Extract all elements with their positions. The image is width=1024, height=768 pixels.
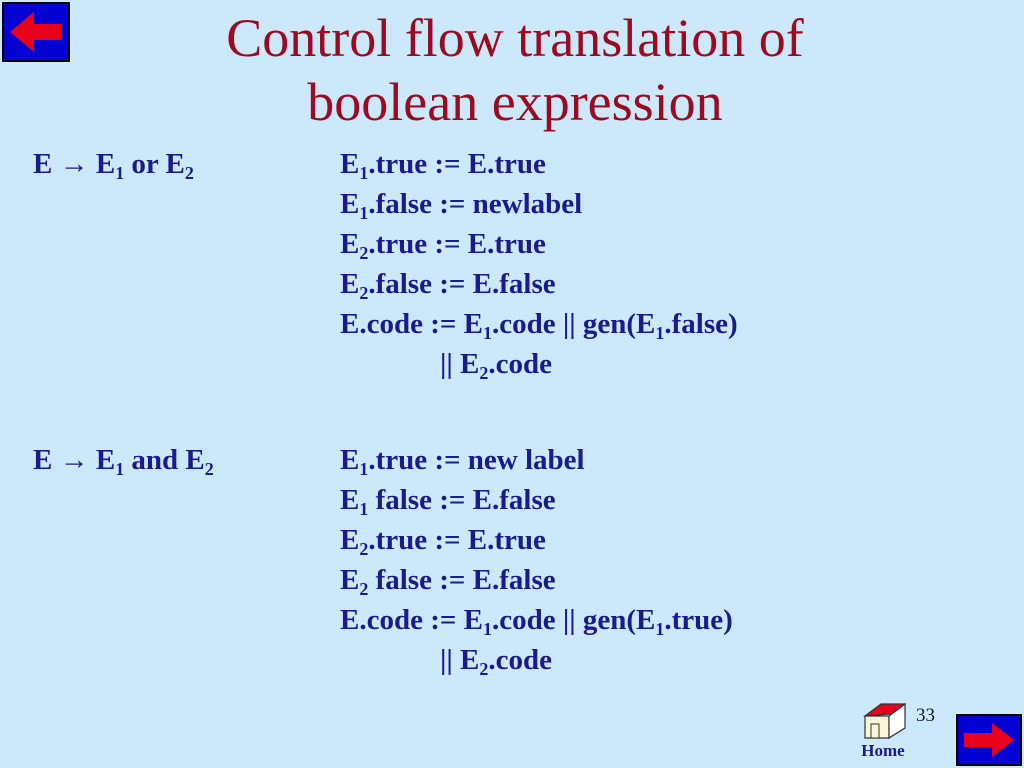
rule-line	[340, 560, 1024, 600]
text-run: E	[340, 148, 360, 180]
rule-line	[340, 264, 1024, 304]
page-title	[110, 6, 920, 134]
rule-rhs-or	[340, 144, 1024, 384]
text-run: .true := E.true	[368, 524, 546, 556]
right-arrow-icon	[958, 716, 1020, 764]
rule-line	[340, 304, 1024, 344]
rule-line	[340, 224, 1024, 264]
text-run: .true := E.true	[368, 228, 546, 260]
rule-line	[340, 640, 1024, 680]
subscript: 2	[359, 242, 369, 263]
home-button[interactable]	[852, 700, 914, 762]
text-run: .true := new label	[368, 444, 585, 476]
subscript: 1	[483, 618, 492, 639]
text-run: false := E.false	[368, 484, 556, 516]
text-run: E.code := E	[340, 604, 483, 636]
page-number: 33	[916, 705, 935, 726]
subscript: 2	[479, 658, 489, 679]
text-run: →	[59, 148, 89, 180]
text-run: E	[88, 444, 116, 476]
rule-lhs-and	[33, 440, 214, 480]
text-run: .code || gen(E	[491, 308, 656, 340]
text-run: .code || gen(E	[491, 604, 656, 636]
text-run: E	[88, 148, 116, 180]
text-run: .code	[488, 644, 552, 676]
text-run: E.code := E	[340, 308, 483, 340]
text-run: .code	[488, 348, 552, 380]
slide-body	[0, 144, 1024, 698]
subscript: 1	[483, 322, 492, 343]
text-run: and E	[124, 444, 205, 476]
text-run: E	[340, 484, 360, 516]
house-icon	[852, 700, 914, 742]
rule-line	[340, 144, 1024, 184]
subscript: 2	[479, 362, 489, 383]
title-line-1: Control flow translation of	[226, 8, 804, 68]
text-run: .false := newlabel	[368, 188, 583, 220]
text-run: E	[33, 444, 60, 476]
home-button-label: Home	[861, 741, 905, 760]
subscript: 1	[359, 498, 369, 519]
text-run: E	[340, 524, 360, 556]
text-run: E	[340, 268, 360, 300]
subscript: 1	[655, 618, 665, 639]
rule-block-or	[0, 144, 1024, 384]
rule-block-and	[0, 440, 1024, 680]
subscript: 1	[115, 162, 125, 183]
text-run: .true := E.true	[368, 148, 546, 180]
rule-line	[340, 480, 1024, 520]
subscript: 2	[359, 578, 369, 599]
subscript: 1	[359, 202, 369, 223]
title-line-2: boolean expression	[307, 72, 723, 132]
subscript: 1	[359, 458, 369, 479]
text-run: →	[59, 444, 89, 476]
text-run: E	[340, 188, 360, 220]
subscript: 2	[359, 538, 369, 559]
text-run: .false)	[664, 308, 738, 340]
text-run: || E	[440, 644, 480, 676]
rule-line	[340, 440, 1024, 480]
subscript: 1	[359, 162, 369, 183]
text-run: E	[340, 564, 360, 596]
rule-lhs-or	[33, 144, 194, 184]
subscript: 1	[115, 458, 125, 479]
rule-spacer	[0, 402, 1024, 440]
subscript: 2	[204, 458, 214, 479]
subscript: 2	[184, 162, 194, 183]
left-arrow-icon	[4, 4, 68, 60]
text-run: .true)	[664, 604, 733, 636]
text-run: .false := E.false	[368, 268, 556, 300]
text-run: E	[340, 444, 360, 476]
rule-line	[340, 344, 1024, 384]
rule-line	[340, 600, 1024, 640]
text-run: E	[33, 148, 60, 180]
text-run: false := E.false	[368, 564, 556, 596]
text-run: E	[340, 228, 360, 260]
text-run: or E	[124, 148, 185, 180]
rule-line	[340, 184, 1024, 224]
subscript: 1	[655, 322, 665, 343]
rule-line	[340, 520, 1024, 560]
forward-arrow-button[interactable]	[956, 714, 1022, 766]
rule-rhs-and	[340, 440, 1024, 680]
back-arrow-button[interactable]	[2, 2, 70, 62]
subscript: 2	[359, 282, 369, 303]
text-run: || E	[440, 348, 480, 380]
